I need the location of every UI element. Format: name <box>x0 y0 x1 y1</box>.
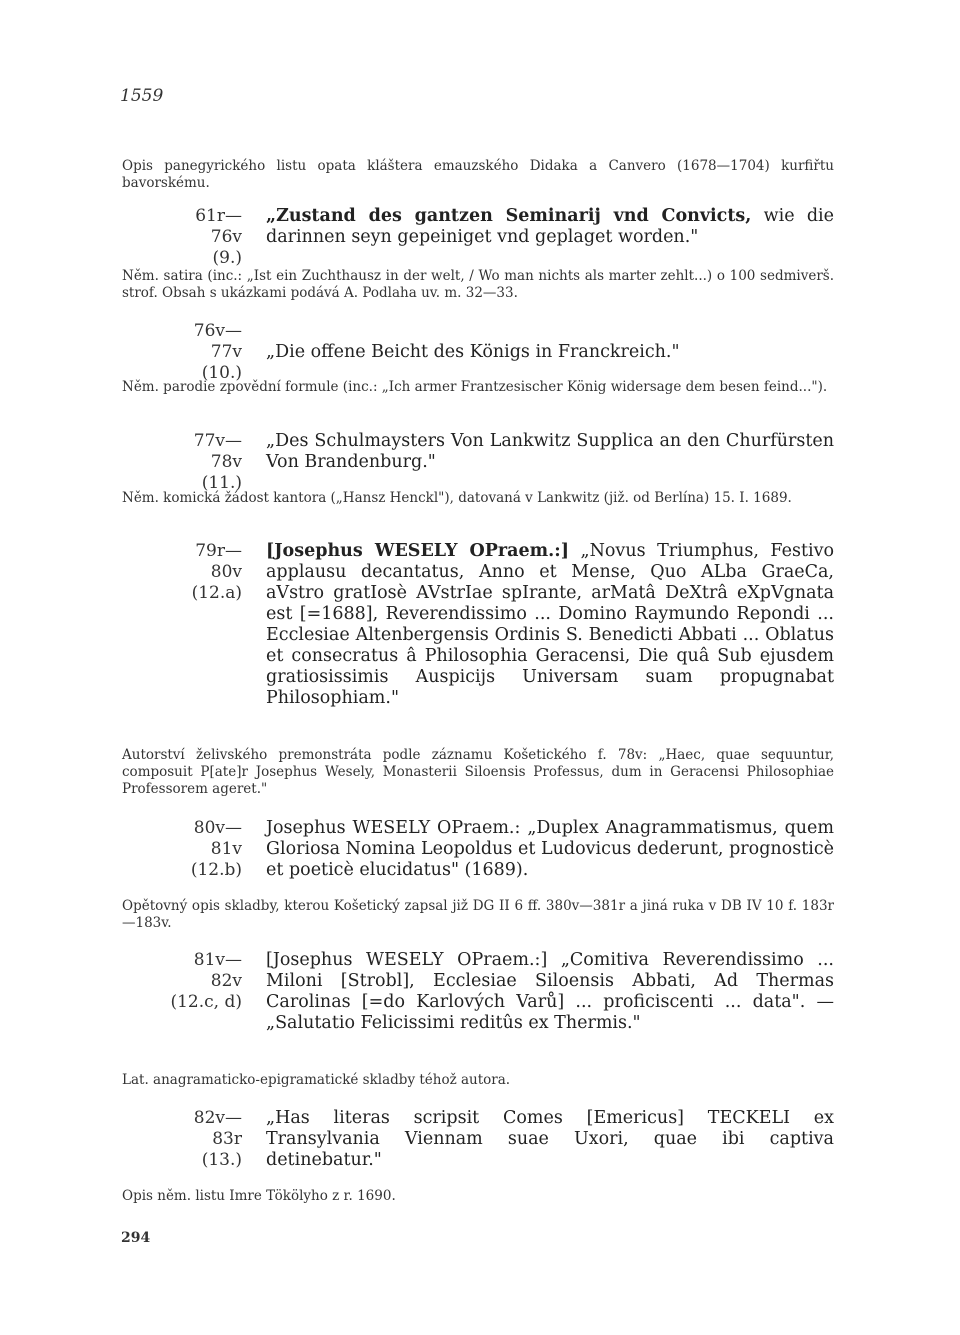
folio-range: 76v—77v <box>193 321 242 362</box>
entry-lead: „Zustand des gantzen Seminarij vnd Convicts, <box>266 206 752 226</box>
note-4: Autorství želivského premonstráta podle záznamu Košetického f. 78v: „Haec, quae sequuntur, composuit P[ate]r Josephus Wesely, Monasterii Siloensis Professus, dum in Geracensi Philosophiae Professorem ageret." <box>122 747 834 797</box>
entry-ref <box>170 818 266 881</box>
entry-ref <box>170 431 266 494</box>
entry-number: (11.) <box>201 473 242 493</box>
entry-body: Josephus WESELY OPraem.: „Duplex Anagrammatismus, quem Gloriosa Nomina Leopoldus et Ludovicus dederunt, prognosticè et poeticè elucidatus" (1689). <box>266 818 834 880</box>
entry-text <box>266 818 834 881</box>
entry-body: „Has literas scripsit Comes [Emericus] TECKELI ex Transylvania Viennam suae Uxori, quae ibi captiva detinebatur." <box>266 1108 834 1170</box>
entry-number: (9.) <box>212 248 242 268</box>
page-header-number: 1559 <box>120 86 164 106</box>
entry-12b <box>170 818 834 881</box>
folio-range: 61r—76v <box>195 206 242 247</box>
note-0: Opis panegyrického listu opata kláštera emauzského Didaka a Canvero (1678—1704) kurfiřtu bavorskému. <box>122 158 834 191</box>
entry-ref <box>170 1108 266 1171</box>
entry-text <box>266 950 834 1034</box>
folio-range: 82v—83r <box>193 1108 242 1149</box>
folio-range: 80v—81v <box>193 818 242 859</box>
entry-11 <box>170 431 834 494</box>
entry-body: [Josephus WESELY OPraem.:] „Comitiva Reverendissimo ... Miloni [Strobl], Ecclesiae Siloensis Abbati, Ad Thermas Carolinas [=do Karlových Varů] ... proficiscenti ... data". — „Salutatio Felicissimi reditûs ex Thermis." <box>266 950 834 1033</box>
note-6: Lat. anagramaticko-epigramatické skladby téhož autora. <box>122 1072 511 1088</box>
entry-body: „Des Schulmaysters Von Lankwitz Supplica an den Churfürsten Von Brandenburg." <box>266 431 834 472</box>
entry-lead: [Josephus WESELY OPraem.:] <box>266 541 569 561</box>
entry-number: (13.) <box>201 1150 242 1170</box>
entry-text <box>266 541 834 709</box>
note-1: Něm. satira (inc.: „Ist ein Zuchthausz in der welt, / Wo man nichts als marter zehlt...) o 100 sedmiverš. strof. Obsah s ukázkami podává A. Podlaha uv. m. 32—33. <box>122 268 834 301</box>
entry-text <box>266 431 834 473</box>
page-number-footer: 294 <box>121 1230 151 1246</box>
entry-number: (12.b) <box>190 860 242 880</box>
entry-12cd <box>170 950 834 1034</box>
entry-body: „Novus Triumphus, Festivo applausu decantatus, Anno et Mense, Quo ALba GraeCa, aVstro gratIosè AVstrIae spIrante, arMatâ DeXtrâ eXpVgnata est [=1688], Reverendissimo ... Domino Raymundo Repondi ... Ecclesiae Altenbergensis Ordinis S. Benedicti Abbati ... Oblatus et consecratus â Philosophia Geracensi, Die quâ Sub ejusdem gratiosissimis Auspicijs Universam suam propugnabat Philosophiam." <box>266 541 834 708</box>
entry-number: (12.a) <box>191 583 242 603</box>
entry-text <box>266 206 834 248</box>
entry-12a <box>170 541 834 709</box>
folio-range: 79r—80v <box>195 541 242 582</box>
folio-range: 77v—78v <box>193 431 242 472</box>
entry-text <box>266 1108 834 1171</box>
entry-ref <box>170 321 266 384</box>
note-3: Něm. komická žádost kantora („Hansz Henckl"), datovaná v Lankwitz (již. od Berlína) 15. I. 1689. <box>122 490 792 506</box>
entry-body: wie die darinnen seyn gepeiniget vnd geplaget worden." <box>266 206 834 247</box>
note-5: Opětovný opis skladby, kterou Košetický zapsal již DG II 6 ff. 380v—381r a jiná ruka v DB IV 10 f. 183r—183v. <box>122 898 834 931</box>
entry-body: „Die offene Beicht des Königs in Franckreich." <box>266 342 680 362</box>
entry-number: (12.c, d) <box>170 992 242 1012</box>
entry-ref <box>170 206 266 269</box>
entry-text <box>266 321 834 363</box>
entry-number: (10.) <box>201 363 242 383</box>
note-2: Něm. parodie zpovědní formule (inc.: „Ich armer Frantzesischer König widersage dem besen feind..."). <box>122 379 828 395</box>
entry-10 <box>170 321 834 384</box>
entry-ref <box>170 950 266 1013</box>
entry-13 <box>170 1108 834 1171</box>
entry-ref <box>170 541 266 604</box>
folio-range: 81v—82v <box>193 950 242 991</box>
note-7: Opis něm. listu Imre Tökölyho z r. 1690. <box>122 1188 396 1204</box>
entry-9 <box>170 206 834 269</box>
